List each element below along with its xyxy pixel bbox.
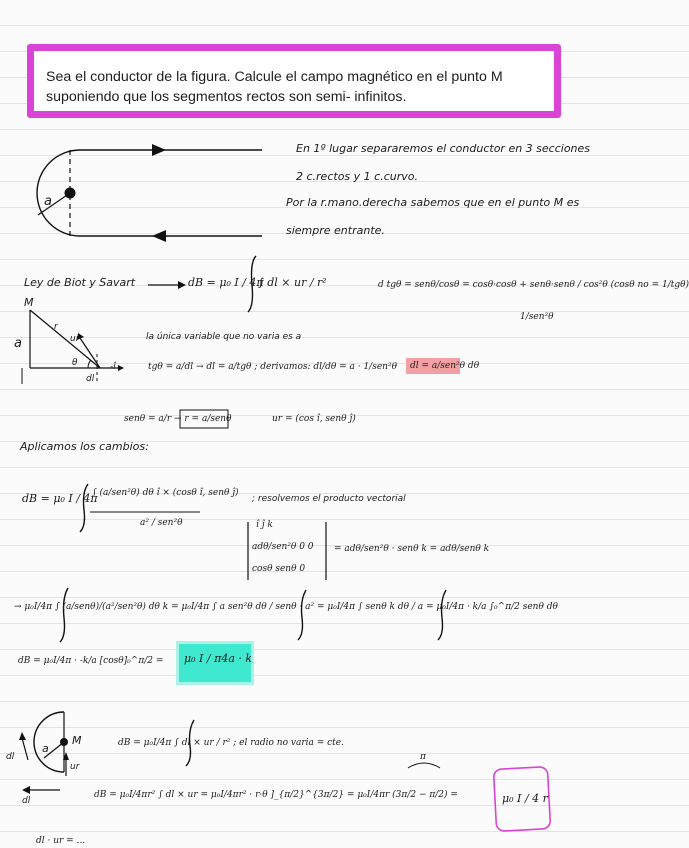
fig3-ur: ur: [70, 762, 80, 772]
aplicamos-label: Aplicamos los cambios:: [20, 440, 149, 453]
ur-line: ur = (cos î, senθ ĵ): [272, 414, 356, 424]
db-line1-lhs: dB = μ₀ I / 4π: [22, 492, 98, 505]
biot-savart-label: Ley de Biot y Savart: [24, 276, 136, 289]
fig2-dl: dl: [86, 374, 95, 384]
db-line1-den: a² / sen²θ: [140, 518, 183, 528]
dtg-result: 1/sen²θ: [520, 312, 554, 322]
fig2-a: a: [14, 336, 22, 351]
biot-formula-rhs: ∫ dl × ur / r²: [258, 276, 327, 289]
final-boxed-result: μ₀ I / π4a · k: [184, 652, 253, 665]
det-row-3: cosθ senθ 0: [252, 564, 306, 574]
biot-formula-lhs: dB = μ₀ I / 4π: [188, 276, 264, 289]
curve-line-1: dB = μ₀I/4π ∫ dl × ur / r² ; el radio no varia = cte.: [118, 738, 344, 748]
dtg-line: d tgθ = senθ/cosθ = cosθ·cosθ + senθ·senθ / cos²θ (cosθ no = 1/tgθ): [378, 280, 689, 290]
resolvemos-note: ; resolvemos el producto vectorial: [252, 494, 406, 504]
intro-line-3: Por la r.mano.derecha sabemos que en el punto M es: [286, 196, 580, 209]
tg-line: tgθ = a/dl → dl = a/tgθ ; derivamos: dl/dθ = a · 1/sen²θ: [148, 362, 397, 372]
tg-result: dl = a/sen²θ dθ: [410, 361, 480, 371]
fig3-a: a: [42, 742, 49, 755]
fig2-theta: θ: [72, 358, 78, 368]
det-result: = adθ/sen²θ · senθ k = adθ/senθ k: [334, 544, 490, 554]
sen-line: senθ = a/r → r = a/senθ: [124, 414, 232, 424]
intro-line-2: 2 c.rectos y 1 c.curvo.: [296, 170, 418, 183]
fig3-dl-down: dl: [22, 796, 31, 806]
intro-line-4: siempre entrante.: [286, 224, 385, 237]
curve-result: μ₀ I / 4 r: [502, 792, 548, 805]
int-line: → μ₀I/4π ∫ (a/senθ)/(a²/sen²θ) dθ k = μ₀I/4π ∫ a sen²θ dθ / senθ · a² = μ₀I/4π ∫ senθ k dθ / a = μ₀I/4π · k/a ∫₀^π/2 senθ dθ: [14, 602, 558, 612]
question-text: Sea el conductor de la figura. Calcule el campo magnético en el punto M suponiendo que los segmentos rectos son semi- infinitos.: [46, 69, 503, 105]
fig3-dl-up: dl: [6, 752, 15, 762]
final-line-lhs: dB = μ₀I/4π · -k/a [cosθ]₀^π/2 =: [18, 656, 164, 666]
fig3-M: M: [72, 734, 82, 747]
fig1-label-a: a: [44, 194, 52, 209]
det-row-2: adθ/sen²θ 0 0: [252, 542, 314, 552]
bottom-line: dl · ur = ...: [36, 836, 86, 846]
db-line1-int: ∫ (a/sen²θ) dθ î × (cosθ î, senθ ĵ): [92, 488, 239, 498]
fig2-i: -î: [110, 362, 116, 372]
det-row-1: î ĵ k: [256, 520, 273, 530]
fig2-r: r: [54, 322, 58, 332]
intro-line-1: En 1º lugar separaremos el conductor en 3 secciones: [296, 142, 591, 155]
fig2-ur: ur: [70, 334, 80, 344]
only-variable-note: la única variable que no varia es a: [146, 332, 302, 342]
fig2-M: M: [24, 296, 34, 309]
curve-line-2: dB = μ₀I/4πr² ∫ dl × ur = μ₀I/4πr² · r·θ ]_{π/2}^{3π/2} = μ₀I/4πr (3π/2 − π/2) =: [94, 790, 458, 800]
curve-pi: π: [420, 752, 426, 762]
